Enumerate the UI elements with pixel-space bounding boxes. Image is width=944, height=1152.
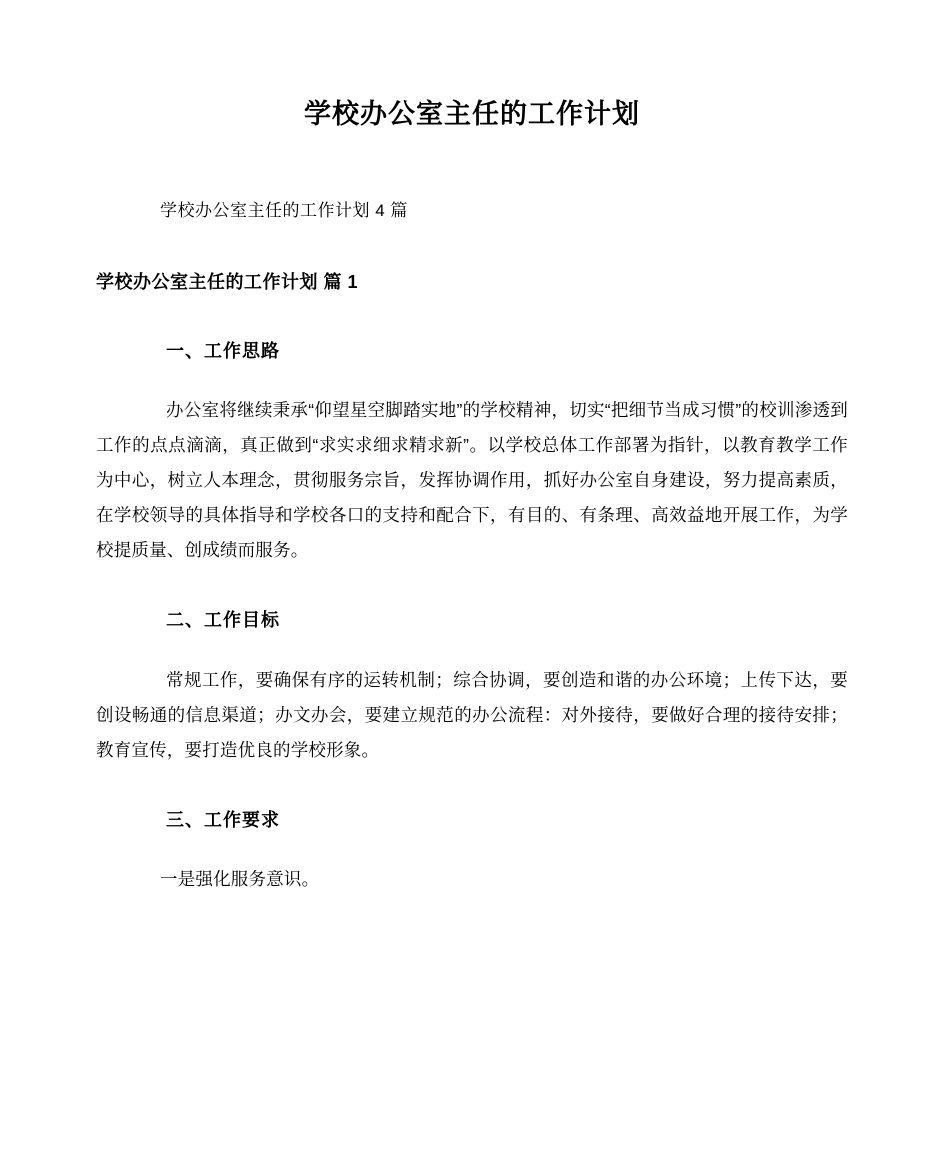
- heading-work-requirements: 三、工作要求: [166, 809, 280, 830]
- paragraph-work-requirements: 一是强化服务意识。: [160, 868, 320, 889]
- page-title: 学校办公室主任的工作计划: [304, 99, 640, 129]
- paragraph-work-approach: 办公室将继续秉承“仰望星空脚踏实地”的学校精神，切实“把细节当成习惯”的校训渗透到工作的点点滴滴，真正做到“求实求细求精求新”。以学校总体工作部署为指针，以教育教学工作为中心，树立人本理念，贯彻服务宗旨，发挥协调作用，抓好办公室自身建设，努力提高素质，在学校领导的具体指导和学校各口的支持和配合下，有目的、有条理、高效益地开展工作，为学校提质量、创成绩而服务。: [96, 400, 848, 561]
- heading-work-goals: 二、工作目标: [166, 610, 280, 631]
- paragraph-work-goals: 常规工作，要确保有序的运转机制；综合协调，要创造和谐的办公环境；上传下达，要创设畅通的信息渠道；办文办会，要建立规范的办公流程：对外接待，要做好合理的接待安排；教育宣传，要打造优良的学校形象。: [96, 669, 848, 760]
- document-subtitle: 学校办公室主任的工作计划 4 篇: [160, 200, 408, 220]
- document-page: [0, 96, 944, 1152]
- heading-work-approach: 一、工作思路: [166, 340, 280, 361]
- section-title: 学校办公室主任的工作计划 篇 1: [96, 272, 359, 293]
